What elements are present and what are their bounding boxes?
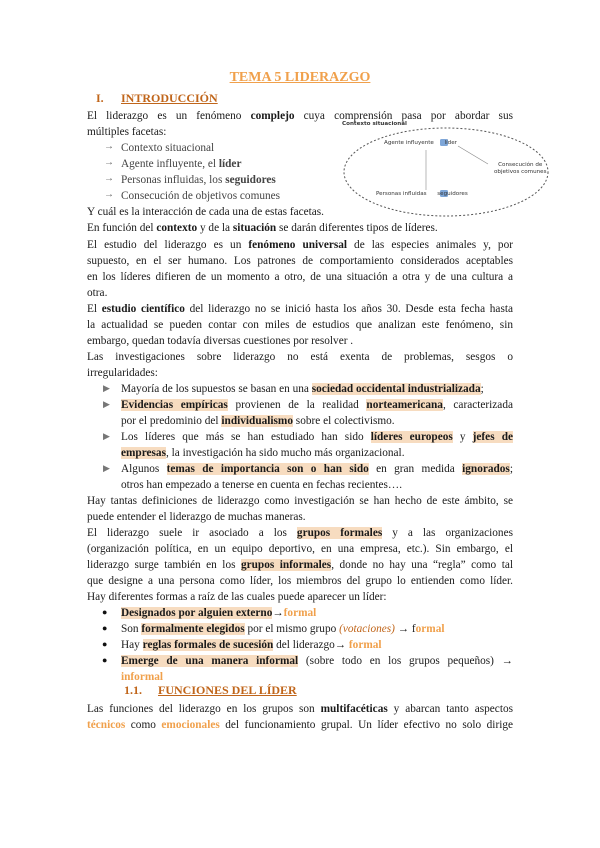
grupos-line-5: Hay diferentes formas a raíz de las cuales puede aparecer un líder: [87,591,387,603]
diagram-title: Contexto situacional [342,121,407,127]
bias-item-4-cont: otros han empezado a tenerse en cuenta en fechas recientes…. [121,479,403,491]
bullet-icon: ▶ [103,399,110,409]
bias-item-1: Mayoría de los supuestos se basan en una sociedad occidental industrializada; [121,383,484,395]
grupos-line-4: que designe a una persona como líder, los miembros del grupo lo entienden como líder. [87,575,513,587]
intro-line-2: múltiples facetas: [87,126,167,138]
universal-line-3: en los líderes difieren de un momento a otro, de una situación a otra y de una cultura a [87,271,513,283]
funciones-line-1: Las funciones del liderazgo en los grupos son multifacéticas y abarcan tanto aspectos [87,703,513,715]
definiciones-line-2: puede entender el liderazgo de muchas maneras. [87,511,306,523]
document-title: TEMA 5 LIDERAZGO [229,70,371,85]
bias-item-3-cont: empresas, la investigación ha sido mucho más organizacional. [121,447,405,459]
leader-form-1: Designados por alguien externo→formal [121,607,317,619]
facet-item: Contexto situacional [121,142,215,154]
section-heading-introduccion [96,91,218,106]
section-number: I. [96,91,104,105]
section-number: 1.1. [124,683,142,697]
bias-item-4: Algunos temas de importancia son o han sido en gran medida ignorados; [121,463,513,475]
bullet-icon: ▶ [103,431,110,441]
arrow-bullet-icon: → [104,173,114,184]
universal-line-1: El estudio del liderazgo es un fenómeno universal de las especies animales y, por [87,239,513,251]
cientifico-line-2: la actualidad se pueden contar con miles de estudios que analizan este fenómeno, sin [87,319,513,331]
arrow-bullet-icon: → [104,141,114,152]
problemas-line-1: Las investigaciones sobre liderazgo no está exenta de problemas, sesgos o [87,351,513,363]
facet-item: Agente influyente, el líder [121,158,242,170]
leader-form-4-cont: informal [121,671,164,683]
grupos-line-3: liderazgo surge también en los grupos informales, donde no hay una “regla” como tal [87,559,513,571]
bullet-icon: ▶ [103,463,110,473]
bias-item-2: Evidencias empíricas provienen de la realidad norteamericana, caracterizada [121,399,513,411]
definiciones-line-1: Hay tantas definiciones de liderazgo como investigación se han hecho de este ámbito, se [87,495,513,507]
section-heading-funciones [124,683,297,698]
intro-after: Y cuál es la interacción de cada una de estas facetas. [87,206,325,218]
grupos-line-1: El liderazgo suele ir asociado a los grupos formales y a las organizaciones [87,527,513,539]
leadership-diagram [338,118,552,222]
leader-form-3: Hay reglas formales de sucesión del liderazgo→ formal [121,639,382,651]
funciones-line-2: técnicos como emocionales del funcionamiento grupal. Un líder efectivo no solo dirige [87,719,514,731]
diagram-node-objetivos: Consecución de objetivos comunes [494,162,547,175]
leader-form-4: Emerge de una manera informal (sobre todo en los grupos pequeños) → [121,655,513,667]
bullet-dot-icon: ● [102,655,108,665]
arrow-bullet-icon: → [104,157,114,168]
section-label: FUNCIONES DEL LÍDER [158,683,297,697]
arrow-bullet-icon: → [104,189,114,200]
leader-form-2: Son formalmente elegidos por el mismo grupo (votaciones) → formal [121,623,445,635]
diagram-node-agente: Agente influyente líder [384,140,457,146]
bullet-dot-icon: ● [102,607,108,617]
bullet-dot-icon: ● [102,623,108,633]
problemas-line-2: irregularidades: [87,367,158,379]
diagram-node-personas: Personas influidas seguidores [376,191,468,197]
intro-line-1: El liderazgo es un fenómeno complejo cuya comprensión pasa por abordar sus [87,110,513,122]
facet-item: Consecución de objetivos comunes [121,190,281,202]
bias-item-2-cont: por el predominio del individualismo sobre el colectivismo. [121,415,395,427]
universal-line-2: supuesto, en el ser humano. Los patrones de comportamiento considerados aceptables [87,255,513,267]
bias-item-3: Los líderes que más se han estudiado han sido líderes europeos y jefes de [121,431,513,443]
facet-item: Personas influidas, los seguidores [121,174,276,186]
intro-context: En función del contexto y de la situación se darán diferentes tipos de líderes. [87,222,438,234]
bullet-dot-icon: ● [102,639,108,649]
cientifico-line-1: El estudio científico del liderazgo no se inició hasta los años 30. Desde esta fecha hasta [87,303,513,315]
bullet-icon: ▶ [103,383,110,393]
grupos-line-2: (organización política, en un equipo deportivo, en una empresa, etc.). Sin embargo, el [87,543,513,555]
section-label: INTRODUCCIÓN [121,91,218,105]
universal-line-4: otra. [87,287,108,299]
cientifico-line-3: embargo, quedan todavía diversas cuestiones por resolver . [87,335,354,347]
